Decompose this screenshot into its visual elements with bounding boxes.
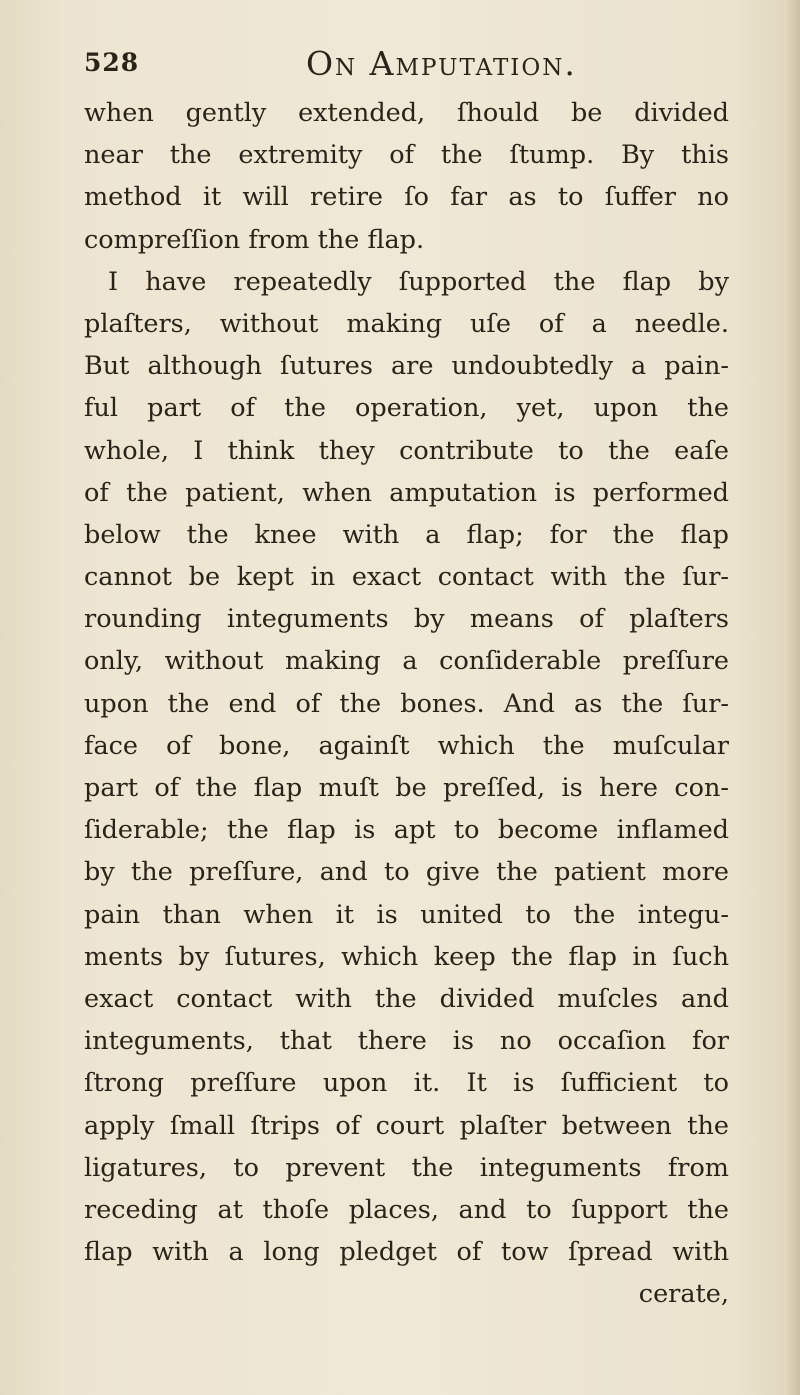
text-line: But although ſutures are undoubtedly a pain- — [84, 351, 729, 382]
text-line: near the extremity of the ſtump. By this — [84, 140, 729, 171]
text-line: method it will retire ſo far as to ſuffer no — [84, 182, 729, 213]
running-head — [84, 42, 744, 86]
text-line: ſtrong preſſure upon it. It is ſufficient to — [84, 1068, 729, 1099]
text-line: ſiderable; the flap is apt to become inflamed — [84, 815, 729, 846]
text-line: below the knee with a flap; for the flap — [84, 519, 729, 550]
page-number: 528 — [84, 48, 140, 77]
body-text — [84, 92, 729, 1315]
text-line: pain than when it is united to the integu- — [84, 899, 729, 930]
text-line: flap with a long pledget of tow ſpread with — [84, 1237, 729, 1268]
text-line: by the preſſure, and to give the patient more — [84, 857, 729, 888]
text-line: exact contact with the divided muſcles and — [84, 983, 729, 1014]
catchword: cerate, — [638, 1279, 729, 1310]
text-line: whole, I think they contribute to the eaſe — [84, 435, 729, 466]
text-line: cannot be kept in exact contact with the ſur- — [84, 562, 729, 593]
text-line: plaſters, without making uſe of a needle. — [84, 308, 729, 339]
text-line: rounding integuments by means of plaſters — [84, 604, 729, 635]
text-line: of the patient, when amputation is performed — [84, 477, 729, 508]
text-line: when gently extended, ſhould be divided — [84, 98, 729, 128]
text-line: ments by ſutures, which keep the flap in ſuch — [84, 941, 729, 972]
text-line: receding at thoſe places, and to ſupport the — [84, 1194, 729, 1225]
text-line: ligatures, to prevent the integuments from — [84, 1152, 729, 1183]
running-title: On Amputation. — [306, 44, 577, 83]
text-line: apply ſmall ſtrips of court plaſter between the — [84, 1110, 729, 1141]
text-line: upon the end of the bones. And as the ſur- — [84, 688, 729, 719]
text-line: face of bone, againſt which the muſcular — [84, 730, 729, 761]
text-line: only, without making a conſiderable preſſure — [84, 646, 729, 677]
text-line: compreſſion from the flap. — [84, 224, 425, 255]
text-line: integuments, that there is no occaſion for — [84, 1026, 729, 1057]
text-line: I have repeatedly ſupported the flap by — [108, 266, 729, 297]
text-line: part of the flap muſt be preſſed, is here con- — [84, 773, 729, 803]
page-edge-shadow — [786, 0, 800, 1395]
text-line: ful part of the operation, yet, upon the — [84, 393, 729, 424]
